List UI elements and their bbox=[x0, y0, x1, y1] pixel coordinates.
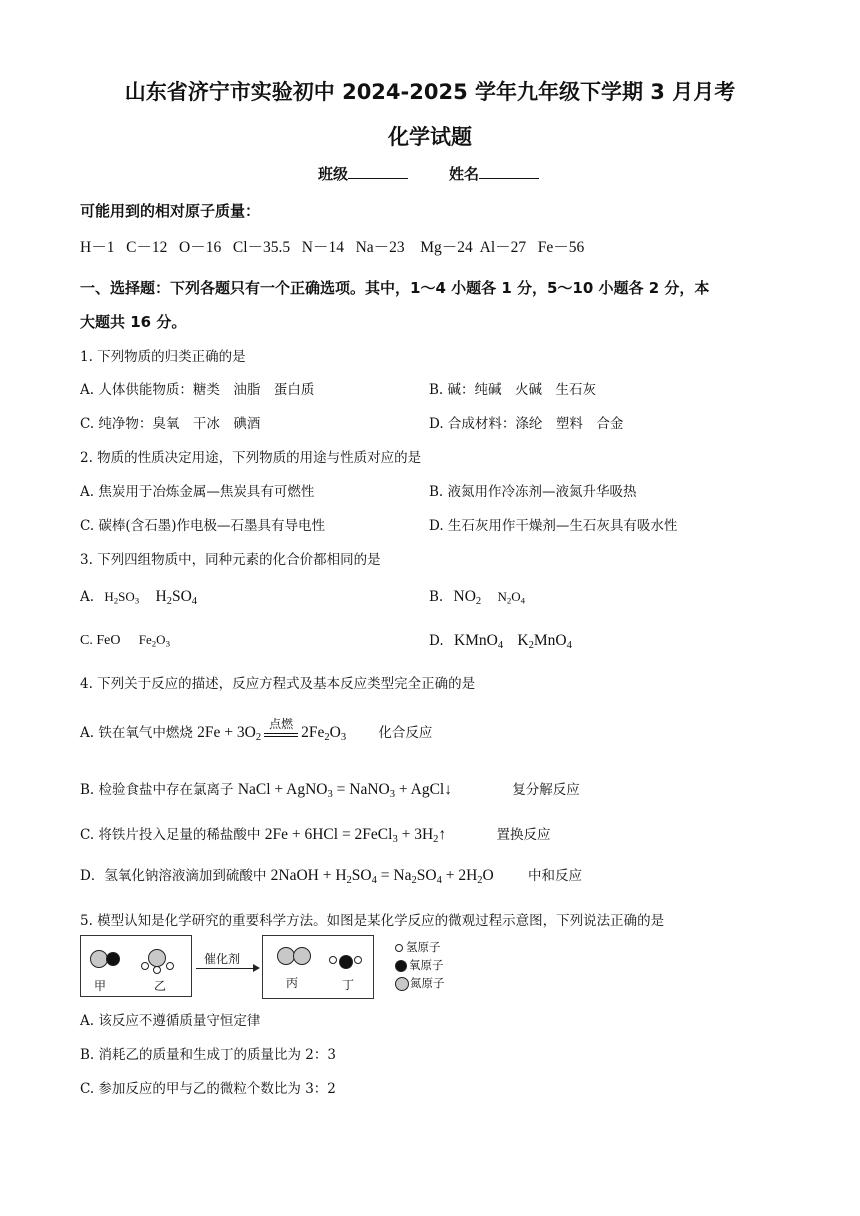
mass-n: N－14 bbox=[301, 239, 344, 256]
q4-a-type: 化合反应 bbox=[378, 725, 433, 741]
reaction-arrow bbox=[196, 968, 256, 969]
q4-option-b: B. 检验食盐中存在氯离子 NaCl + AgNO$_3$ = NaNO$_3$ + AgCl↓ 复分解反应 bbox=[80, 781, 580, 801]
q2-option-d: D. 生石灰用作干燥剂—生石灰具有吸水性 bbox=[429, 518, 678, 534]
q2-option-a: A. 焦炭用于冶炼金属—焦炭具有可燃性 bbox=[80, 484, 315, 500]
legend-nitrogen: 氮原子 bbox=[410, 976, 445, 990]
q3-option-c: C. FeO $Fe_2O_3$ bbox=[80, 632, 170, 649]
h-atom-icon bbox=[153, 966, 161, 974]
q3-stem: 3. 下列四组物质中，同种元素的化合价都相同的是 bbox=[80, 552, 381, 568]
mass-c: C－12 bbox=[126, 239, 168, 256]
h-atom-icon bbox=[354, 956, 362, 964]
exam-title: 山东省济宁市实验初中 2024-2025 学年九年级下学期 3 月月考 bbox=[124, 80, 736, 104]
legend-hydrogen: 氢原子 bbox=[406, 940, 441, 954]
q4-c-text: C. 将铁片投入足量的稀盐酸中 bbox=[80, 827, 261, 843]
q4-b-text: B. 检验食盐中存在氯离子 bbox=[80, 782, 234, 798]
q5-option-c: C. 参加反应的甲与乙的微粒个数比为 3：2 bbox=[80, 1081, 336, 1097]
atom-legend bbox=[395, 938, 445, 992]
class-label: 班级 bbox=[318, 165, 349, 183]
q5-option-a: A. 该反应不遵循质量守恒定律 bbox=[80, 1013, 261, 1029]
product-box bbox=[262, 935, 374, 999]
q4-stem: 4. 下列关于反应的描述，反应方程式及基本反应类型完全正确的是 bbox=[80, 676, 476, 692]
label-yi: 乙 bbox=[154, 979, 167, 993]
q2-stem: 2. 物质的性质决定用途，下列物质的用途与性质对应的是 bbox=[80, 450, 422, 466]
h-atom-icon bbox=[329, 956, 337, 964]
q5-stem: 5. 模型认知是化学研究的重要科学方法。如图是某化学反应的微观过程示意图，下列说法正确的是 bbox=[80, 913, 665, 929]
class-blank bbox=[348, 164, 408, 179]
n-atom-icon bbox=[395, 977, 409, 991]
label-bing: 丙 bbox=[286, 976, 299, 990]
reactant-box bbox=[80, 935, 192, 997]
q1-option-d: D. 合成材料：涤纶 塑料 合金 bbox=[429, 416, 624, 432]
o-atom-icon bbox=[395, 960, 407, 972]
h-atom-icon bbox=[141, 962, 149, 970]
name-blank bbox=[479, 164, 539, 179]
q1-option-c: C. 纯净物：臭氧 干冰 碘酒 bbox=[80, 416, 261, 432]
o-atom-icon bbox=[339, 955, 353, 969]
label-jia: 甲 bbox=[94, 979, 107, 993]
mass-cl: Cl－35.5 bbox=[232, 239, 291, 256]
q1-stem: 1. 下列物质的归类正确的是 bbox=[80, 349, 246, 365]
catalyst-label: 催化剂 bbox=[204, 952, 241, 966]
mass-al: Al－27 bbox=[479, 239, 527, 256]
mass-o: O－16 bbox=[179, 239, 222, 256]
h-atom-icon bbox=[166, 962, 174, 970]
q4-b-type: 复分解反应 bbox=[512, 782, 580, 798]
o-atom-icon bbox=[106, 952, 120, 966]
mass-mg: Mg－24 bbox=[420, 239, 473, 256]
q4-option-c: C. 将铁片投入足量的稀盐酸中 2Fe + 6HCl = 2FeCl$_3$ + $3H_2↑$ 置换反应 bbox=[80, 826, 551, 846]
q1-option-a: A. 人体供能物质：糖类 油脂 蛋白质 bbox=[80, 382, 315, 398]
h-atom-icon bbox=[395, 944, 403, 952]
class-field bbox=[318, 163, 408, 184]
q4-a-condition: 点燃 bbox=[269, 717, 294, 731]
legend-oxygen: 氧原子 bbox=[409, 958, 444, 972]
exam-subject-title: 化学试题 bbox=[388, 125, 472, 149]
name-field bbox=[449, 163, 539, 184]
q1-option-b: B. 碱：纯碱 火碱 生石灰 bbox=[429, 382, 597, 398]
name-label: 姓名 bbox=[449, 165, 480, 183]
mass-h: H－1 bbox=[80, 239, 115, 256]
n-atom-icon bbox=[293, 947, 311, 965]
mass-fe: Fe－56 bbox=[537, 239, 585, 256]
n-atom-icon bbox=[148, 949, 166, 967]
section-heading-line2: 大题共 16 分。 bbox=[80, 313, 187, 331]
q3-option-d: D. KMnO$_4$ $K_2MnO_4$ bbox=[429, 632, 572, 652]
q4-option-d: D．氢氧化钠溶液滴加到硫酸中 2NaOH + $H_2SO_4 = Na_2SO_4 + 2H_2O$ 中和反应 bbox=[80, 867, 583, 887]
q3-d-label: D. bbox=[429, 633, 444, 649]
section-heading-line1: 一、选择题：下列各题只有一个正确选项。其中，1～4 小题各 1 分，5～10 小题各 2 分，本 bbox=[80, 279, 710, 297]
atomic-mass-label: 可能用到的相对原子质量： bbox=[80, 202, 261, 220]
arrow-head-icon bbox=[253, 964, 260, 972]
label-ding: 丁 bbox=[342, 978, 355, 992]
q5-option-b: B. 消耗乙的质量和生成丁的质量比为 2：3 bbox=[80, 1047, 336, 1063]
q3-option-a: A. $H_2SO_3$ $H_2SO_4$ bbox=[80, 588, 198, 608]
q3-b-label: B. bbox=[429, 589, 444, 605]
mass-na: Na－23 bbox=[355, 239, 405, 256]
q2-option-c: C. 碳棒(含石墨)作电极—石墨具有导电性 bbox=[80, 518, 325, 534]
q4-d-text: D．氢氧化钠溶液滴加到硫酸中 bbox=[80, 868, 267, 884]
atomic-mass-list bbox=[80, 235, 584, 257]
q4-c-type: 置换反应 bbox=[496, 827, 551, 843]
q4-option-a: A. 铁在氧气中燃烧 $2Fe + 3O_2$ 点燃 $2Fe_2O_3$ 化合反应 bbox=[80, 717, 433, 744]
q3-option-b: B. $NO_2$ $N_2O_4$ bbox=[429, 588, 526, 608]
q3-a-label: A. bbox=[80, 589, 95, 605]
q4-a-text: A. 铁在氧气中燃烧 bbox=[80, 725, 193, 741]
q4-d-type: 中和反应 bbox=[528, 868, 583, 884]
q3-c-label: C. FeO bbox=[80, 633, 121, 648]
q2-option-b: B. 液氮用作冷冻剂—液氮升华吸热 bbox=[429, 484, 637, 500]
